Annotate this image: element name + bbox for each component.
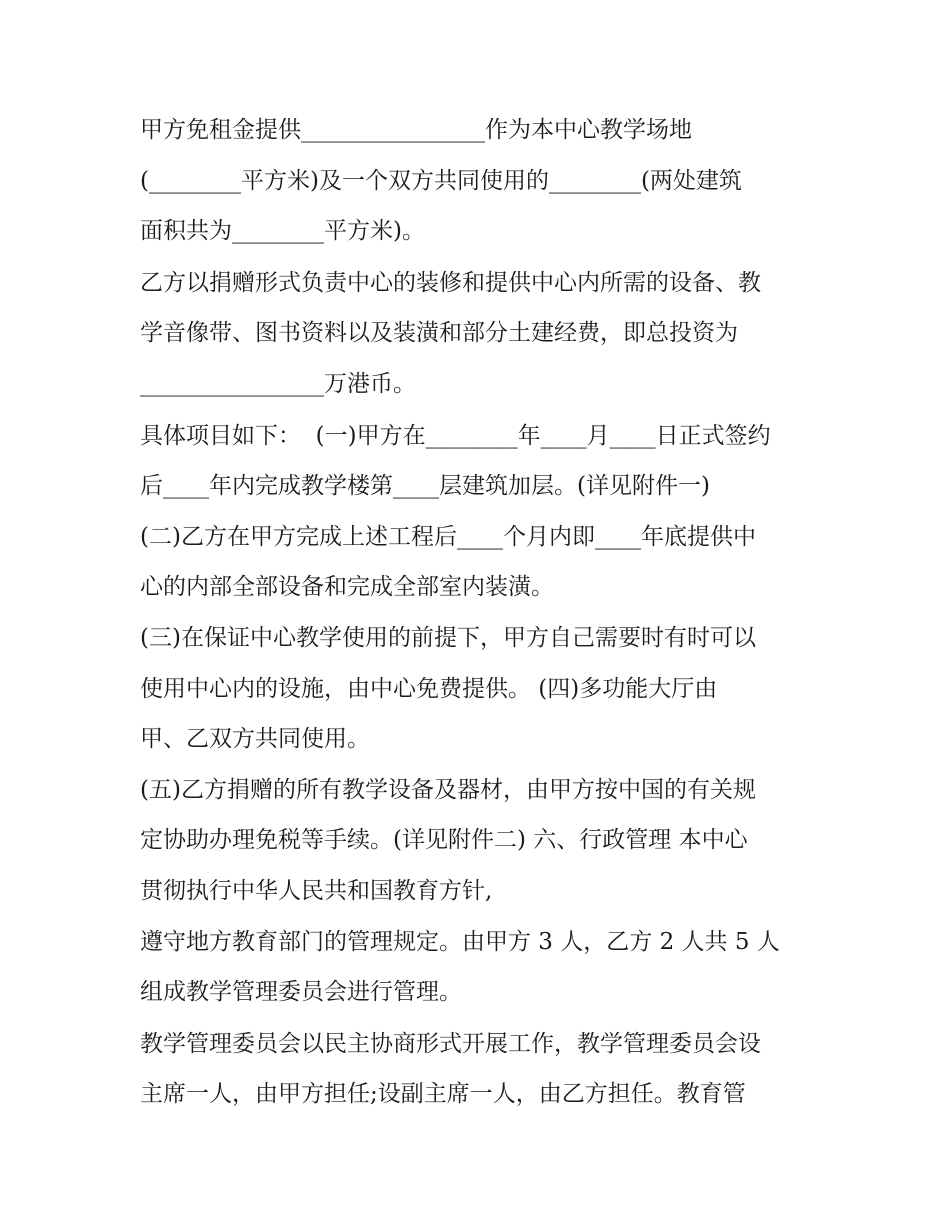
- paragraph-line: (三)在保证中心教学使用的前提下，甲方自己需要时有时可以: [140, 625, 756, 651]
- paragraph-line: (五)乙方捐赠的所有教学设备及器材，由甲方按中国的有关规: [140, 777, 756, 803]
- paragraph-line: 使用中心内的设施，由中心免费提供。 (四)多功能大厅由: [140, 676, 718, 702]
- paragraph-line: ________________万港币。: [140, 371, 416, 397]
- paragraph-line: 甲、乙双方共同使用。: [140, 726, 370, 752]
- paragraph-line: 心的内部全部设备和完成全部室内装潢。: [140, 574, 554, 600]
- paragraph-line: 后____年内完成教学楼第____层建筑加层。(详见附件一): [140, 473, 710, 499]
- paragraph-line: 组成教学管理委员会进行管理。: [140, 979, 462, 1005]
- paragraph-line: 学音像带、图书资料以及装潢和部分土建经费，即总投资为: [140, 320, 738, 346]
- paragraph-line: 主席一人，由甲方担任;设副主席一人，由乙方担任。教育管: [140, 1081, 746, 1107]
- paragraph-line: 乙方以捐赠形式负责中心的装修和提供中心内所需的设备、教: [140, 270, 761, 296]
- paragraph-line: 甲方免租金提供________________作为本中心教学场地: [140, 117, 692, 143]
- paragraph-line: 教学管理委员会以民主协商形式开展工作，教学管理委员会设: [140, 1031, 761, 1057]
- paragraph-line: (________平方米)及一个双方共同使用的________(两处建筑: [140, 168, 742, 194]
- paragraph-line: (二)乙方在甲方完成上述工程后____个月内即____年底提供中: [140, 524, 756, 550]
- paragraph-line: 具体项目如下： (一)甲方在________年____月____日正式签约: [140, 423, 771, 449]
- paragraph-line: 遵守地方教育部门的管理规定。由甲方 3 人，乙方 2 人共 5 人: [140, 929, 780, 955]
- paragraph-line: 面积共为________平方米)。: [140, 218, 425, 244]
- paragraph-line: 贯彻执行中华人民共和国教育方针,: [140, 878, 493, 904]
- paragraph-line: 定协助办理免税等手续。(详见附件二) 六、行政管理 本中心: [140, 827, 748, 853]
